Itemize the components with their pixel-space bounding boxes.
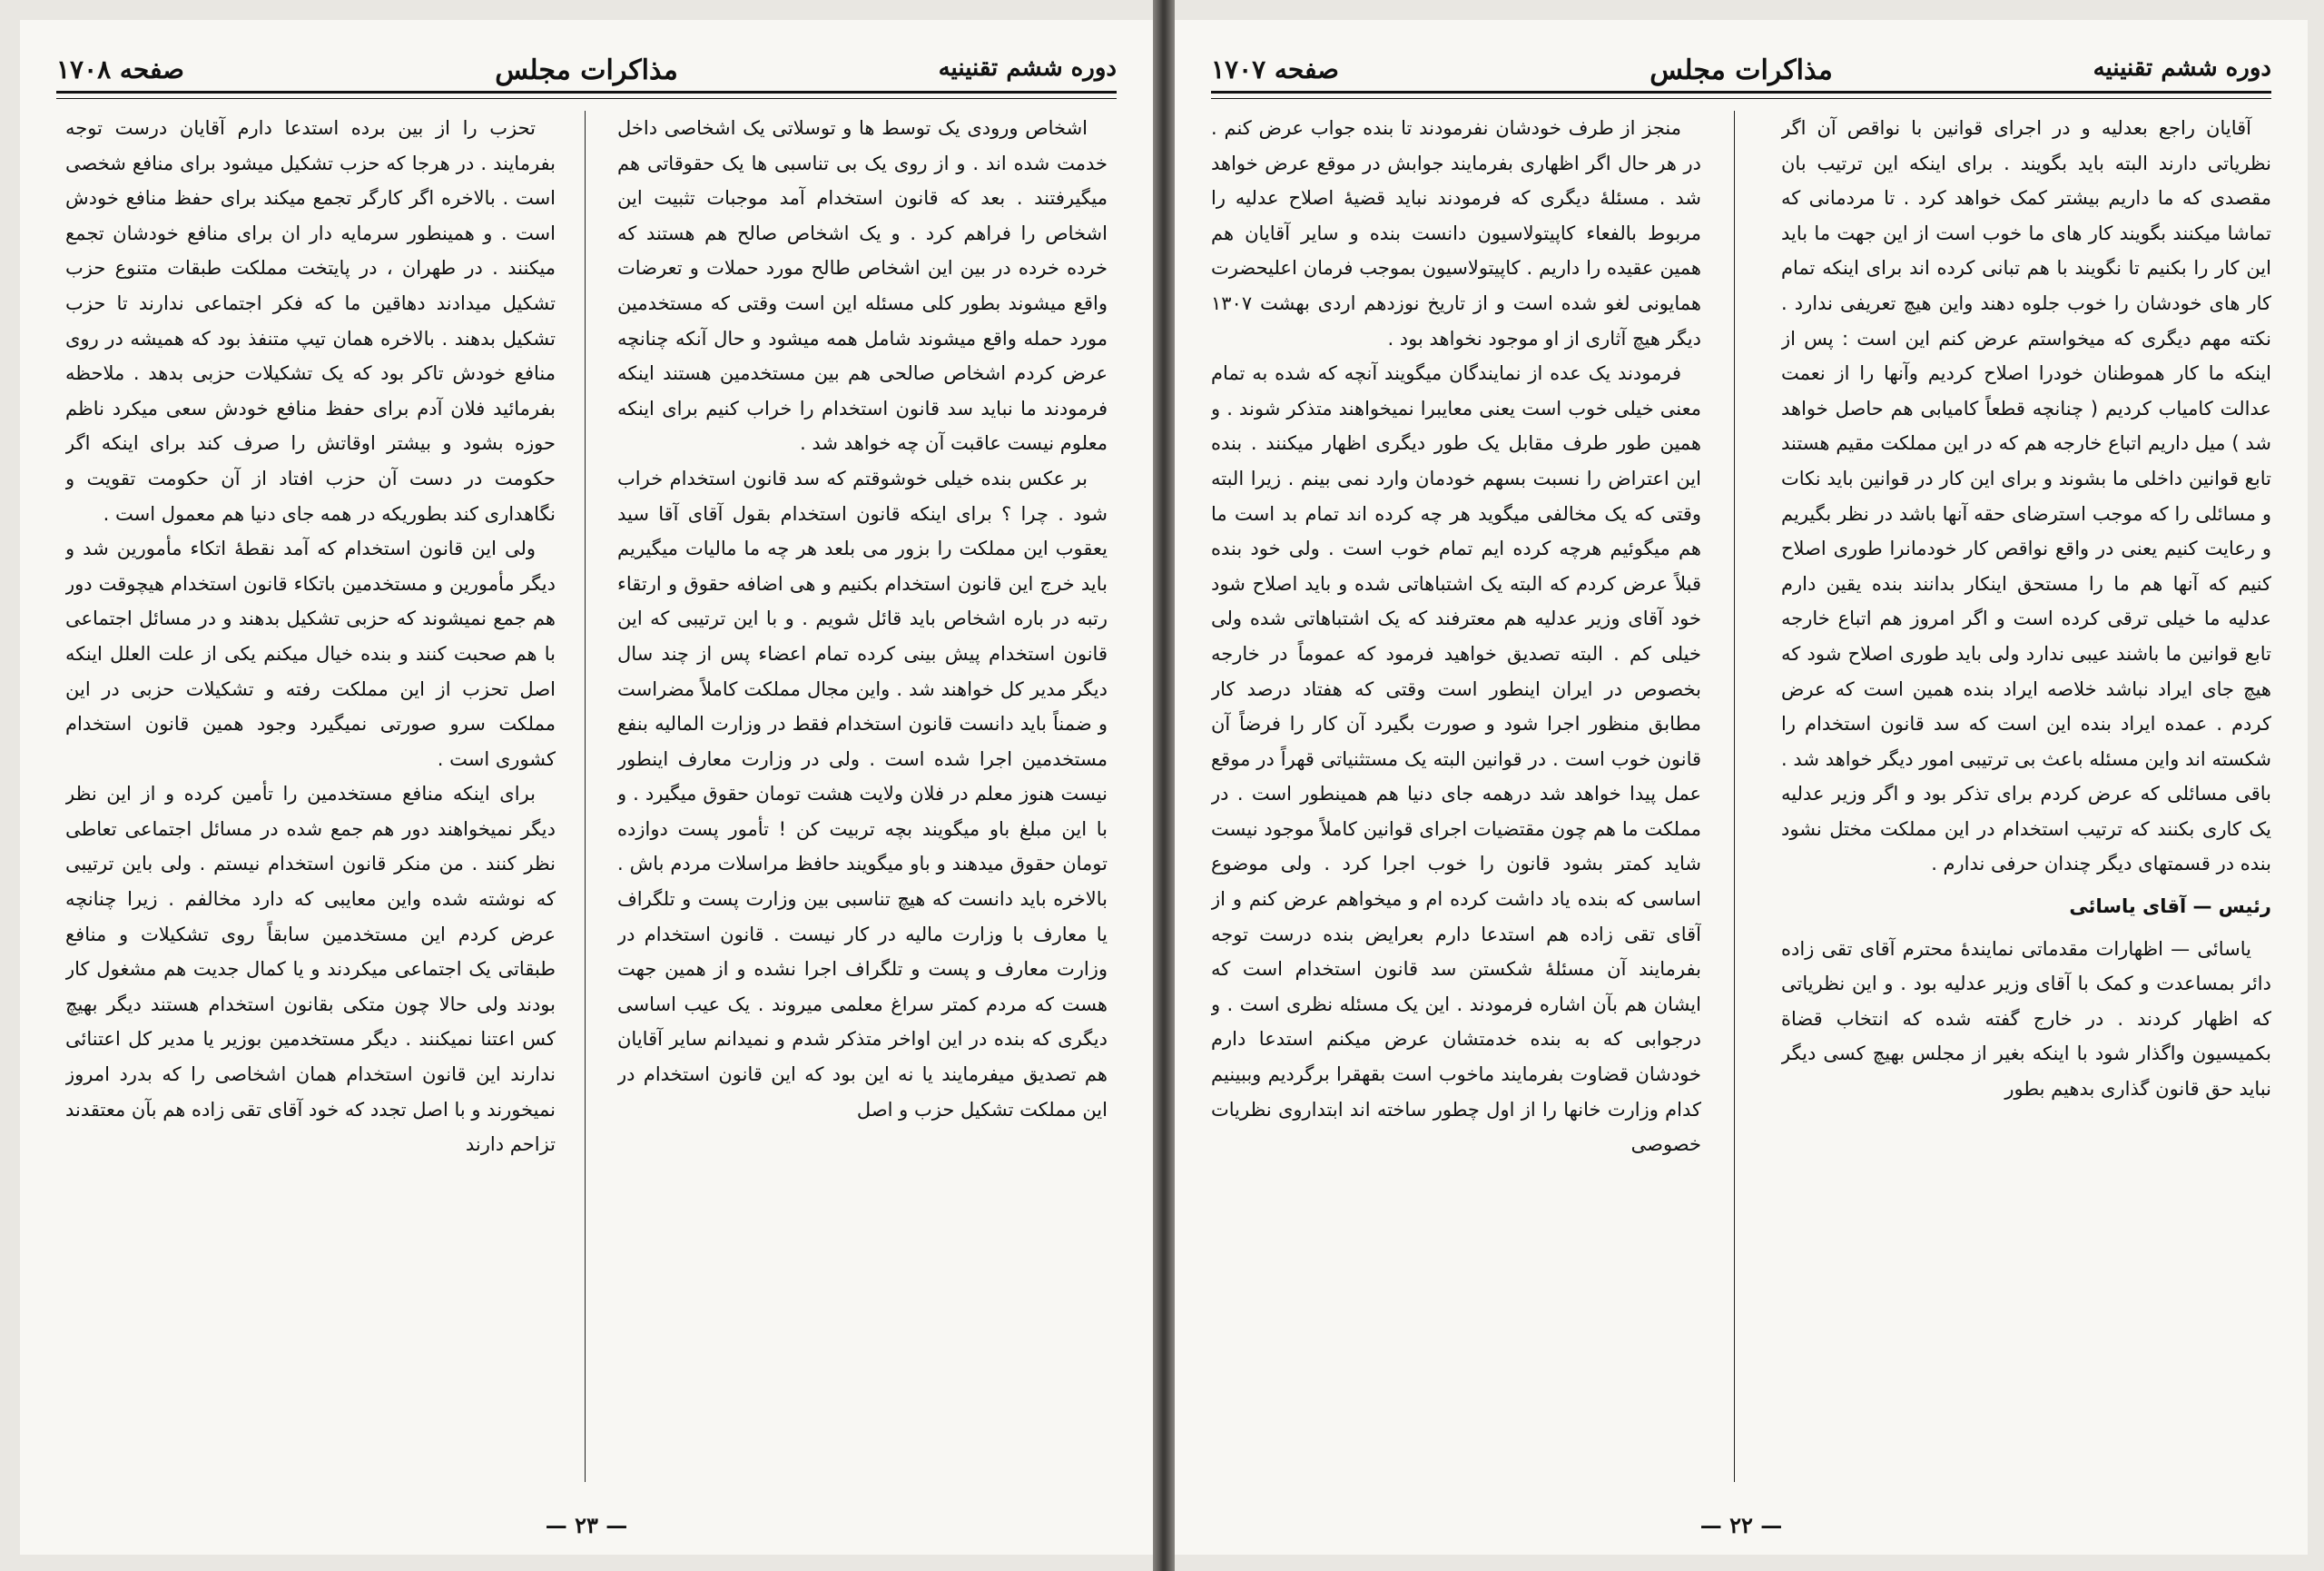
- paragraph: ولی این قانون استخدام که آمد نقطهٔ اتکاء مأمورین شد و دیگر مأمورین و مستخدمین باتکاء قانون استخدام هیچوقت دور هم جمع نمیشوند که حزبی تشکیل بدهند و در مسائل اجتماعی با هم صحبت کنند و بنده خیال میکنم یکی از علت العلل اینکه اصل تحزب از این مملکت رفته و تشکیلات حزبی در این مملکت سرو صورتی نمیگیرد وجود همین قانون استخدام کشوری است .: [65, 538, 556, 770]
- page-title: مذاکرات مجلس: [495, 54, 678, 86]
- page-number-label: صفحه ۱۷۰۸: [56, 54, 184, 84]
- paragraph: یاسائی — اظهارات مقدماتی نمایندهٔ محترم آقای تقی زاده دائر بمساعدت و کمک با آقای وزیر عدلیه بود . و این نظریاتی که اظهار کردند . در خارج گفته شده که انتخاب قضاة بکمیسیون واگذار شود با اینکه بغیر از مجلس بهیچ کسی دیگر نباید حق قانون گذاری بدهیم بطور: [1781, 937, 2271, 1101]
- page-footer-number: — ۲۲ —: [1699, 1512, 1783, 1538]
- text-column-right: [617, 111, 1108, 1491]
- text-column-left: [1211, 111, 1701, 1491]
- session-label: دوره ششم تقنینیه: [938, 54, 1117, 82]
- left-page: [20, 20, 1153, 1555]
- header-rule: [56, 91, 1117, 94]
- paragraph: تحزب را از بین برده استدعا دارم آقایان درست توجه بفرمایند . در هرجا که حزب تشکیل میشود برای منافع شخصی است . بالاخره اگر کارگر تجمع میکند برای حفظ منافع خودش است . و همینطور سرمایه دار ان برای منافع خودشان تجمع میکنند . در طهران ، در پایتخت مملکت طبقات متنوع حزب تشکیل میدادند دهاقین ما که فکر اجتماعی ندارند تا حزب تشکیل بدهند . بالاخره همان تیپ متنفذ بود که همیشه در روی منافع خودش تاکر بود که یک تشکیلات حزبی بدهد . ملاحظه بفرمائید فلان آدم برای حفظ منافع خودش سعی میکرد ناظم حوزه بشود و بیشتر اوقاتش را صرف کند برای اینکه اگر حکومت در دست آن حزب افتاد از آن حکومت تقویت و نگاهداری کند بطوریکه در همه جای دنیا هم معمول است .: [65, 117, 556, 525]
- page-number-label: صفحه ۱۷۰۷: [1211, 54, 1339, 84]
- paragraph: اشخاص ورودی یک توسط ها و توسلاتی یک اشخاصی داخل خدمت شده اند . و از روی یک بی تناسبی ها یک حقوقاتی هم میگیرفتند . بعد که قانون استخدام آمد موجبات تثبیت این اشخاص را فراهم کرد . و یک اشخاص صالح هم هستند که خرده خرده در بین این اشخاص طالح مورد حملات و تعرضات واقع میشوند بطور کلی مسئله این است وقتی که مستخدمین مورد حمله واقع میشوند شامل همه میشود و حال آنکه چنانچه عرض کردم اشخاص صالحی هم بین مستخدمین هستند اینکه فرمودند ما نباید سد قانون استخدام را خراب کنیم برای اینکه معلوم نیست عاقبت آن چه خواهد شد .: [617, 117, 1108, 455]
- paragraph: بر عکس بنده خیلی خوشوقتم که سد قانون استخدام خراب شود . چرا ؟ برای اینکه قانون استخدام بقول آقای آقا سید یعقوب این مملکت را بزور می بلعد هر چه ما مالیات میگیریم باید خرج این قانون استخدام بکنیم و هی اضافه حقوق و ارتقاء رتبه در باره اشخاص باید قائل شویم . و با این ترتیبی که این قانون استخدام پیش بینی کرده تمام اعضاء پس از چند سال دیگر مدیر کل خواهند شد . واین مجال مملکت کاملاً مضراست و ضمناً باید دانست قانون استخدام فقط در وزارت المالیه بنفع مستخدمین اجرا شده است . ولی در وزارت معارف اینطور نیست هنوز معلم در فلان ولایت هشت تومان حقوق میگیرد . و با این مبلغ باو میگویند بچه تربیت کن ! تأمور پست دوازده تومان حقوق میدهند و باو میگویند حافظ مراسلات مردم باش . بالاخره باید دانست که هیچ تناسبی بین وزارت پست و تلگراف یا معارف با وزارت مالیه در کار نیست . قانون استخدام در وزارت معارف و پست و تلگراف اجرا نشده و از همین جهت هست که مردم کمتر سراغ معلمی میروند . یک عیب اساسی دیگری که بنده در این اواخر متذکر شدم و نمیدانم سایر آقایان هم تصدیق میفرمایند یا نه این بود که این قانون استخدام در این مملکت تشکیل حزب و اصل: [617, 467, 1108, 1121]
- right-page: [1175, 20, 2308, 1555]
- paragraph: فرمودند یک عده از نمایندگان میگویند آنچه که شده به تمام معنی خیلی خوب است یعنی معایبرا نمیخواهند متذکر شوند . و همین طور طرف مقابل یک طور دیگری اظهار میکنند . بنده این اعتراض را نسبت بسهم خودمان وارد نمی بینم . زیرا البته وقتی که یک مخالفی میگوید هر چه کرده اند تمام بد است ما هم میگوئیم هرچه کرده ایم تمام خوب است . ولی خود بنده قبلاً عرض کردم که البته یک اشتباهاتی شده و باید اصلاح شود خود آقای وزیر عدلیه هم معترفند که یک اشتباهاتی شده ولی خیلی کم . البته تصدیق خواهید فرمود که عموماً در خارجه بخصوص در ایران اینطور است وقتی که هفتاد درصد کار مطابق منظور اجرا شود و صورت بگیرد آن کار را فرضاً آن قانون خوب است . در قوانین البته یک مستثنیاتی قهراً در موقع عمل پیدا خواهد شد درهمه جای دنیا هم همینطور است . در مملکت ما هم چون مقتضیات اجرای قوانین کاملاً موجود نیست شاید کمتر بشود قانون را خوب اجرا کرد . ولی موضوع اساسی که بنده یاد داشت کرده ام و میخواهم عرض کنم و از آقای تقی زاده هم استدعا دارم بعرایض بنده درست توجه بفرمایند آن مسئلهٔ شکستن سد قانون استخدام است که ایشان هم بآن اشاره فرمودند . این یک مسئله نظری است . و درجوابی که به بنده خدمتشان عرض میکنم استدعا دارم خودشان قضاوت بفرمایند ماخوب است بقهقرا برگردیم وببینیم کدام وزارت خانها را از اول چطور ساخته اند ابتداروی نظریات خصوصی: [1211, 362, 1701, 1156]
- speaker-heading: رئیس — آقای یاسائی: [2069, 895, 2271, 918]
- page-title: مذاکرات مجلس: [1649, 54, 1833, 86]
- header-rule-thin: [1211, 98, 2271, 99]
- book-gutter: [1153, 0, 1175, 1571]
- session-label: دوره ششم تقنینیه: [2093, 54, 2271, 82]
- column-divider: [1734, 111, 1735, 1482]
- page-footer-number: — ۲۳ —: [545, 1512, 628, 1538]
- column-divider: [585, 111, 586, 1482]
- header-rule-thin: [56, 98, 1117, 99]
- paragraph: منجز از طرف خودشان نفرمودند تا بنده جواب عرض کنم . در هر حال اگر اظهاری بفرمایند جوابش در موقع عرض خواهد شد . مسئلهٔ دیگری که فرمودند نباید قضیهٔ اصلاح عدلیه را مربوط بالفعاء کاپیتولاسیون دانست بنده و سایر آقایان هم همین عقیده را داریم . کاپیتولاسیون بموجب فرمان اعلیحضرت همایونی لغو شده است و از تاریخ نوزدهم اردی بهشت ۱۳۰۷ دیگر هیچ آثاری از او موجود نخواهد بود .: [1211, 117, 1701, 350]
- paragraph: برای اینکه منافع مستخدمین را تأمین کرده و از این نظر دیگر نمیخواهند دور هم جمع شده در مسائل اجتماعی تعاطی نظر کنند . من منکر قانون استخدام نیستم . ولی باین ترتیبی که نوشته شده واین معایبی که دارد مخالفم . زیرا چنانچه عرض کردم این مستخدمین سابقاً روی تشکیلات و منافع طبقاتی یک اجتماعی میکردند و یا کمال جدیت هم مشغول کار بودند ولی حالا چون متکی بقانون استخدام هستند دیگر بهیچ کس اعتنا نمیکنند . دیگر مستخدمین بوزیر یا مدیر کل اعتنائی ندارند این قانون استخدام همان اشخاصی را که بدرد امروز نمیخورند و با اصل تجدد که خود آقای تقی زاده هم بآن معتقدند تزاحم دارند: [65, 783, 556, 1156]
- header-rule: [1211, 91, 2271, 94]
- text-column-left: [65, 111, 556, 1491]
- text-column-right: [1781, 111, 2271, 1491]
- paragraph: آقایان راجع بعدلیه و در اجرای قوانین با نواقص آن اگر نظریاتی دارند البته باید بگویند . برای اینکه این ترتیب بان مقصدی که ما داریم بیشتر کمک خواهد کرد . تا مردمانی که تماشا میکنند بگویند کار های ما خوب است از این جهت ما باید این کار را بکنیم تا نگویند با هم تبانی کرده اند برای اینکه تمام کار های خودشان را خوب جلوه دهند واین هیچ تعریفی ندارد . نکته مهم دیگری که میخواستم عرض کنم این است : پس از اینکه ما کار هموطنان خودرا اصلاح کردیم وآنها را از نعمت عدالت کامیاب کردیم ( چنانچه قطعاً کامیابی هم حاصل خواهد شد ) میل داریم اتباع خارجه هم که در این مملکت مقیم هستند تابع قوانین داخلی ما بشوند و برای این کار در قوانین باید نکات و مسائلی را که موجب استرضای حقه آنها باشد در نظر بگیریم و رعایت کنیم یعنی در واقع نواقص کار خودمانرا طوری اصلاح کنیم که آنها هم ما را مستحق اینکار بدانند بنده یقین دارم عدلیه ما خیلی ترقی کرده است و اگر امروز هم اتباع خارجه تابع قوانین ما باشند عیبی ندارد ولی باید طوری اصلاح شود که هیچ جای ایراد نباشد خلاصه ایراد بنده همین است که عرض کردم . عمده ایراد بنده این است که سد قانون استخدام را شکسته اند واین مسئله باعث بی ترتیبی امور دیگر خواهد شد . باقی مسائلی که عرض کردم برای تذکر بود و اگر وزیر عدلیه یک کاری بکنند که ترتیب استخدام در این مملکت مختل نشود بنده در قسمتهای دیگر چندان حرفی ندارم .: [1781, 117, 2271, 875]
